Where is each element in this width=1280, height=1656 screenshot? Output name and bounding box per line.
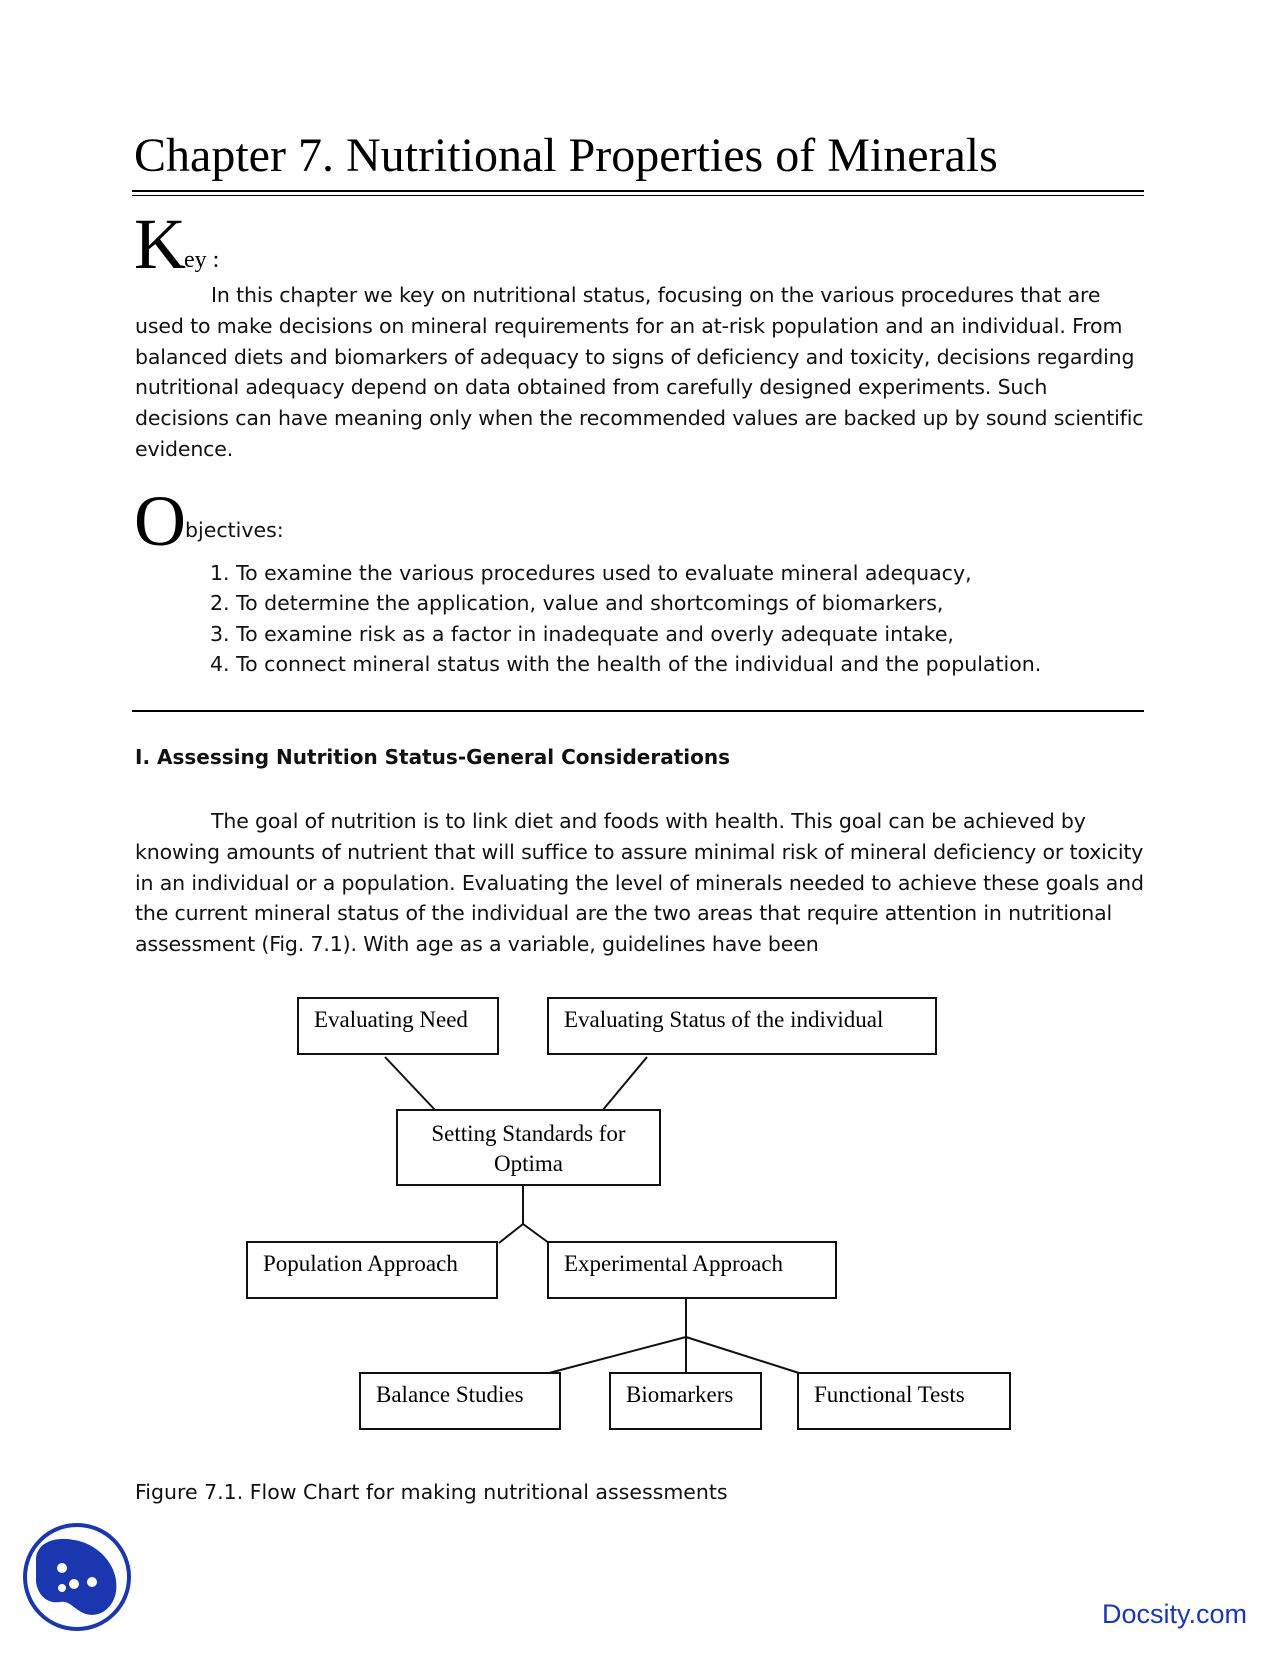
figure-caption: Figure 7.1. Flow Chart for making nutritional assessments [135,1480,728,1504]
connector-need-to-standards [385,1057,436,1111]
node-balance-studies: Balance Studies [359,1372,561,1430]
node-setting-standards: Setting Standards for Optima [396,1109,661,1186]
connector-to-experimental [523,1224,549,1243]
key-paragraph: In this chapter we key on nutritional status, focusing on the various procedures that are used to make decisions on mineral requirements for an at-risk population and an individual. From balanced diets and biomarkers of adequacy to signs of deficiency and toxicity, decisions regarding nutritional adequacy depend on data obtained from carefully designed experiments. Such decisions can have meaning only when the recommended values are backed up by sound scientific evidence. [135,283,1144,461]
objective-item: 2. To determine the application, value and shortcomings of biomarkers, [210,591,944,616]
connector-to-population [499,1224,523,1243]
node-experimental-approach: Experimental Approach [547,1241,837,1299]
objective-item: 4. To connect mineral status with the health of the individual and the population. [210,652,1042,677]
objectives-drop-cap: O [134,481,186,561]
section-paragraph: The goal of nutrition is to link diet and foods with health. This goal can be achieved by knowing amounts of nutrient that will suffice to assure minimal risk of mineral deficiency or toxicity in an individual or a population. Evaluating the level of minerals needed to achieve these goals and the current mineral status of the individual are the two areas that require attention in nutritional assessment (Fig. 7.1). With age as a variable, guidelines have been [135,809,1144,957]
connector-status-to-standards [602,1057,647,1111]
objective-item: 3. To examine risk as a factor in inadequate and overly adequate intake, [210,621,954,646]
key-label: ey : [184,247,220,273]
connector-to-balance [549,1337,686,1373]
docsity-brand-link[interactable]: Docsity.com [1102,1599,1248,1629]
node-population-approach: Population Approach [246,1241,498,1299]
docsity-logo-icon [22,1522,132,1632]
page-title: Chapter 7. Nutritional Properties of Minerals [134,129,998,182]
objectives-label: bjectives: [185,518,284,542]
key-drop-cap: K [134,204,186,284]
objective-item: 1. To examine the various procedures used to evaluate mineral adequacy, [210,561,972,585]
node-biomarkers: Biomarkers [609,1372,762,1430]
node-evaluating-need: Evaluating Need [297,997,499,1055]
node-evaluating-status: Evaluating Status of the individual [547,997,937,1055]
section-heading: I. Assessing Nutrition Status-General Considerations [135,745,731,769]
node-functional-tests: Functional Tests [797,1372,1011,1430]
connector-to-functional [686,1337,799,1373]
